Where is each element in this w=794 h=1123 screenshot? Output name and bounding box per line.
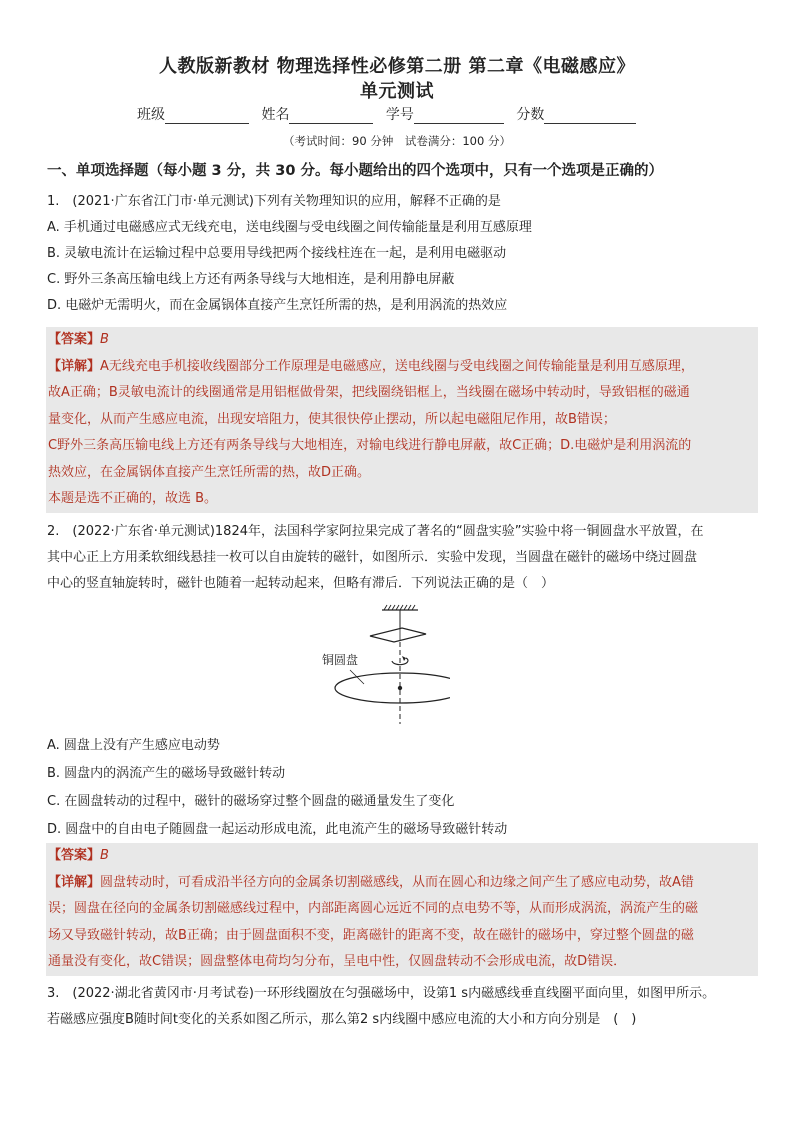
class-label: 班级 <box>137 107 165 123</box>
disk-center <box>398 686 402 690</box>
detail-line: 场又导致磁针转动，故B正确；由于圆盘面积不变，距离磁针的距离不变，故在磁针的磁场中，穿过整个圆盘的磁 <box>48 927 694 943</box>
detail-label: 【详解】 <box>48 874 101 890</box>
option-d: D. 圆盘中的自由电子随圆盘一起运动形成电流，此电流产生的磁场导致磁针转动 <box>47 822 508 837</box>
question-stem: 3. (2022·湖北省黄冈市·月考试卷)一环形线圈放在匀强磁场中，设第1 s内磁感线垂直线圈平面向里，如图甲所示。 <box>47 986 716 1001</box>
option-d: D. 电磁炉无需明火，而在金属锅体直接产生烹饪所需的热，是利用涡流的热效应 <box>47 298 508 313</box>
option-c: C. 在圆盘转动的过程中，磁针的磁场穿过整个圆盘的磁通量发生了变化 <box>47 794 455 809</box>
question-stem: 其中心正上方用柔软细线悬挂一枚可以自由旋转的磁针，如图所示．实验中发现，当圆盘在磁针的磁场中绕过圆盘 <box>47 550 698 565</box>
name-label: 姓名 <box>261 107 290 123</box>
detail-line: 故A正确；B灵敏电流计的线圈通常是用铝框做骨架，把线圈绕铝框上，当线圈在磁场中转动时，导致铝框的磁通 <box>48 385 690 400</box>
answer-value: B <box>100 848 109 863</box>
option-a: A. 圆盘上没有产生感应电动势 <box>47 738 220 753</box>
name-blank <box>289 109 373 124</box>
option-b: B. 灵敏电流计在运输过程中总要用导线把两个接线柱连在一起，是利用电磁驱动 <box>47 246 507 261</box>
option-a: A. 手机通过电磁感应式无线充电，送电线圈与受电线圈之间传输能量是利用互感原理 <box>47 220 532 235</box>
ceiling-hatch <box>384 605 415 610</box>
copper-disk <box>335 673 450 703</box>
question-1 <box>47 189 532 319</box>
answer-label: 【答案】 <box>48 332 101 347</box>
id-label: 学号 <box>385 107 414 123</box>
option-b: B. 圆盘内的涡流产生的磁场导致磁针转动 <box>47 766 286 781</box>
detail-label: 【详解】 <box>48 358 101 374</box>
student-info-row <box>137 104 644 124</box>
copper-disk-figure <box>320 604 450 726</box>
section-heading: 一、单项选择题（每小题 3 分，共 30 分。每小题给出的四个选项中，只有一个选项是正确的） <box>47 163 663 179</box>
score-label: 分数 <box>516 107 545 123</box>
answer-block-1 <box>46 327 758 513</box>
score-blank <box>544 109 636 124</box>
detail-line: 量变化，从而产生感应电流，出现安培阻力，使其很快停止摆动，所以起电磁阻尼作用，故B错误； <box>48 411 616 427</box>
arrow-head-icon <box>402 656 406 661</box>
class-blank <box>165 109 249 124</box>
question-2-options <box>47 733 507 843</box>
question-2 <box>47 519 703 597</box>
detail-line: 通量没有变化，故C错误；圆盘整体电荷均匀分布，呈电中性，仅圆盘转动不会形成电流，故D错误． <box>48 954 627 969</box>
answer-label: 【答案】 <box>48 848 101 863</box>
question-stem: 1. (2021·广东省江门市·单元测试)下列有关物理知识的应用，解释不正确的是 <box>47 194 501 209</box>
page-title: 人教版新教材 物理选择性必修第二册 第二章《电磁感应》 <box>158 56 636 77</box>
detail-line: 误；圆盘在径向的金属条切割磁感线过程中，内部距离圆心远近不同的点电势不等，从而形成涡流，涡流产生的磁 <box>48 901 699 916</box>
page-subtitle: 单元测试 <box>360 81 434 102</box>
detail-line: 圆盘转动时，可看成沿半径方向的金属条切割磁感线，从而在圆心和边缘之间产生了感应电动势，故A错 <box>100 874 694 890</box>
id-blank <box>414 109 504 124</box>
answer-value: B <box>100 332 109 347</box>
exam-info: （考试时间：90 分钟 试卷满分：100 分） <box>283 134 511 148</box>
option-c: C. 野外三条高压输电线上方还有两条导线与大地相连，是利用静电屏蔽 <box>47 272 455 287</box>
detail-line: A无线充电手机接收线圈部分工作原理是电磁感应，送电线圈与受电线圈之间传输能量是利用互感原理， <box>100 358 694 374</box>
question-3 <box>47 981 715 1033</box>
question-stem: 2. (2022·广东省·单元测试)1824年，法国科学家阿拉果完成了著名的“圆盘实验”实验中将一铜圆盘水平放置，在 <box>47 524 704 539</box>
magnetic-needle <box>370 628 426 642</box>
detail-line: 本题是选不正确的，故选 B。 <box>48 491 218 506</box>
question-stem: 若磁感应强度B随时间t变化的关系如图乙所示，那么第2 s内线圈中感应电流的大小和方向分别是 ( ) <box>47 1012 637 1027</box>
detail-line: 热效应，在金属锅体直接产生烹饪所需的热，故D正确。 <box>48 464 371 480</box>
figure-label: 铜圆盘 <box>322 653 359 667</box>
answer-block-2 <box>46 843 758 976</box>
question-stem: 中心的竖直轴旋转时，磁针也随着一起转动起来，但略有滞后．下列说法正确的是（ ） <box>47 576 555 591</box>
detail-line: C野外三条高压输电线上方还有两条导线与大地相连，对输电线进行静电屏蔽，故C正确；D.电磁炉是利用涡流的 <box>48 438 692 453</box>
